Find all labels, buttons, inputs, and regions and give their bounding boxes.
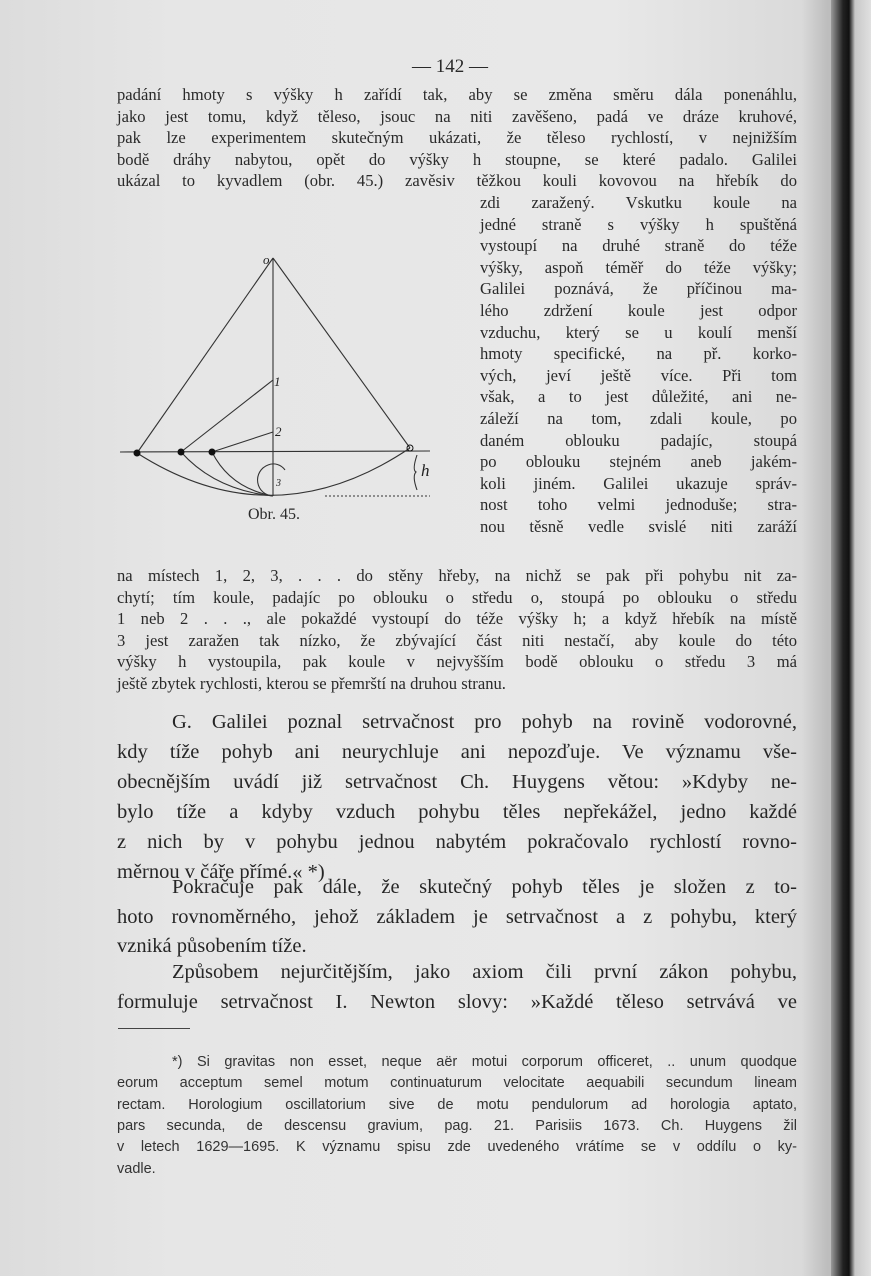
text-line: ještě zbytek rychlosti, kterou se přemrští na druhou stranu. [117, 674, 506, 693]
text-line: zdi zaražený. Vskutku koule na [480, 193, 797, 212]
ball-position [178, 449, 185, 456]
text-line: kdy tíže pohyb ani neurychluje ani nepozďuje. Ve významu vše- [117, 741, 797, 763]
ball-position [209, 449, 216, 456]
text-line: daném oblouku padajíc, stoupá [480, 430, 797, 450]
figure-caption: Obr. 45. [248, 506, 300, 523]
text-line: 1 neb 2 . . ., ale pokaždé vystoupí do téže výšky h; a když hřebík na místě [117, 609, 797, 629]
text-line: po oblouku stejném aneb jakém- [480, 452, 797, 472]
text-line: výšky h vystoupila, pak koule v nejvyšším bodě oblouku o středu 3 má [117, 652, 797, 672]
text-line: nou těsně vedle svislé niti zaráží [480, 517, 797, 536]
text-line: koli jiném. Galilei ukazuje správ- [480, 473, 797, 493]
text-line: vzduchu, který se u koulí menší [480, 322, 797, 342]
text-line: záleží na tom, zdali koule, po [480, 409, 797, 428]
text-line: rectam. Horologium oscillatorium sive de motu pendulorum ad horologia aptato, [117, 1096, 797, 1113]
label-1: 1 [274, 374, 281, 389]
text-line: *) Si gravitas non esset, neque aër motui corporum officeret, .. unum quodque [172, 1054, 797, 1070]
text-line: pars secunda, de descensu gravium, pag. 21. Parisiis 1673. Ch. Huygens žil [117, 1117, 797, 1134]
text-line: vzniká působením tíže. [117, 935, 307, 957]
text-line: nost toho velmi jednoduše; stra- [480, 495, 797, 515]
text-line: však, a to jest důležité, ani ne- [480, 387, 797, 407]
text-line: jako jest tomu, když těleso, jsouc na niti zavěšeno, padá ve dráze kruhové, [117, 106, 797, 126]
text-line: vystoupí na druhé straně do téže [480, 236, 797, 256]
text-line: hmoty specifické, na př. korko- [480, 344, 797, 364]
text-line: eorum acceptum semel motum continuaturum velocitate aequabili secundum lineam [117, 1075, 797, 1092]
text-line: formuluje setrvačnost I. Newton slovy: »Každé těleso setrvává ve [117, 990, 797, 1013]
label-h: h [421, 461, 430, 480]
text-line: na místech 1, 2, 3, . . . do stěny hřeby, na nichž se pak při pohybu nit za- [117, 566, 797, 585]
book-binding-edge [831, 0, 871, 1276]
text-line: G. Galilei poznal setrvačnost pro pohyb na rovině vodorovné, [172, 711, 797, 733]
page-number: — 142 — [412, 56, 488, 77]
ball-position [134, 450, 141, 457]
text-line: 3 jest zaražen tak nízko, že zbývající část niti nestačí, aby koule do této [117, 630, 797, 650]
text-line: lého zdržení koule jest odpor [480, 301, 797, 320]
text-line: padání hmoty s výšky h zařídí tak, aby se změna směru dála ponenáhlu, [117, 85, 797, 104]
text-line: bodě dráhy nabytou, opět do výšky h stoupne, se které padalo. Galilei [117, 149, 797, 169]
text-line: hoto rovnoměrného, jehož základem je setrvačnost a z pohybu, který [117, 905, 797, 928]
text-line: výšky, aspoň téměř do téže výšky; [480, 257, 797, 277]
text-line: v letech 1629—1695. K významu spisu zde uvedeného vrátíme se v oddílu o ky- [117, 1139, 797, 1156]
text-line: Způsobem nejurčitějším, jako axiom čili první zákon pohybu, [172, 961, 797, 983]
text-line: obecnějším uvádí již setrvačnost Ch. Huygens větou: »Kdyby ne- [117, 771, 797, 793]
text-line: bylo tíže a kdyby vzduch pohybu těles nepřekážel, jedno každé [117, 801, 797, 823]
label-2: 2 [275, 424, 282, 439]
text-line: jedné straně s výšky h spuštěná [480, 214, 797, 234]
footnote-rule [118, 1028, 190, 1029]
text-line: z nich by v pohybu jednou nabytém pokračovalo rychlostí rovno- [117, 831, 797, 853]
pendulum-figure [110, 245, 440, 515]
text-line: chytí; tím koule, padajíc po oblouku o středu o, stoupá po oblouku o středu [117, 587, 797, 607]
text-line: vých, jeví ještě více. Při tom [480, 365, 797, 385]
text-line: Galilei poznává, že příčinou ma- [480, 279, 797, 299]
label-3: 3 [276, 478, 281, 489]
text-line: pak lze experimentem skutečným ukázati, že těleso rychlostí, v nejnižším [117, 128, 797, 148]
label-o: o [263, 252, 270, 267]
text-line: vadle. [117, 1160, 156, 1177]
text-line: Pokračuje pak dále, že skutečný pohyb těles je složen z to- [172, 876, 797, 898]
text-line: ukázal to kyvadlem (obr. 45.) zavěsiv těžkou kouli kovovou na hřebík do [117, 171, 797, 191]
text-line: měrnou v čáře přímé.« *) [117, 861, 325, 883]
